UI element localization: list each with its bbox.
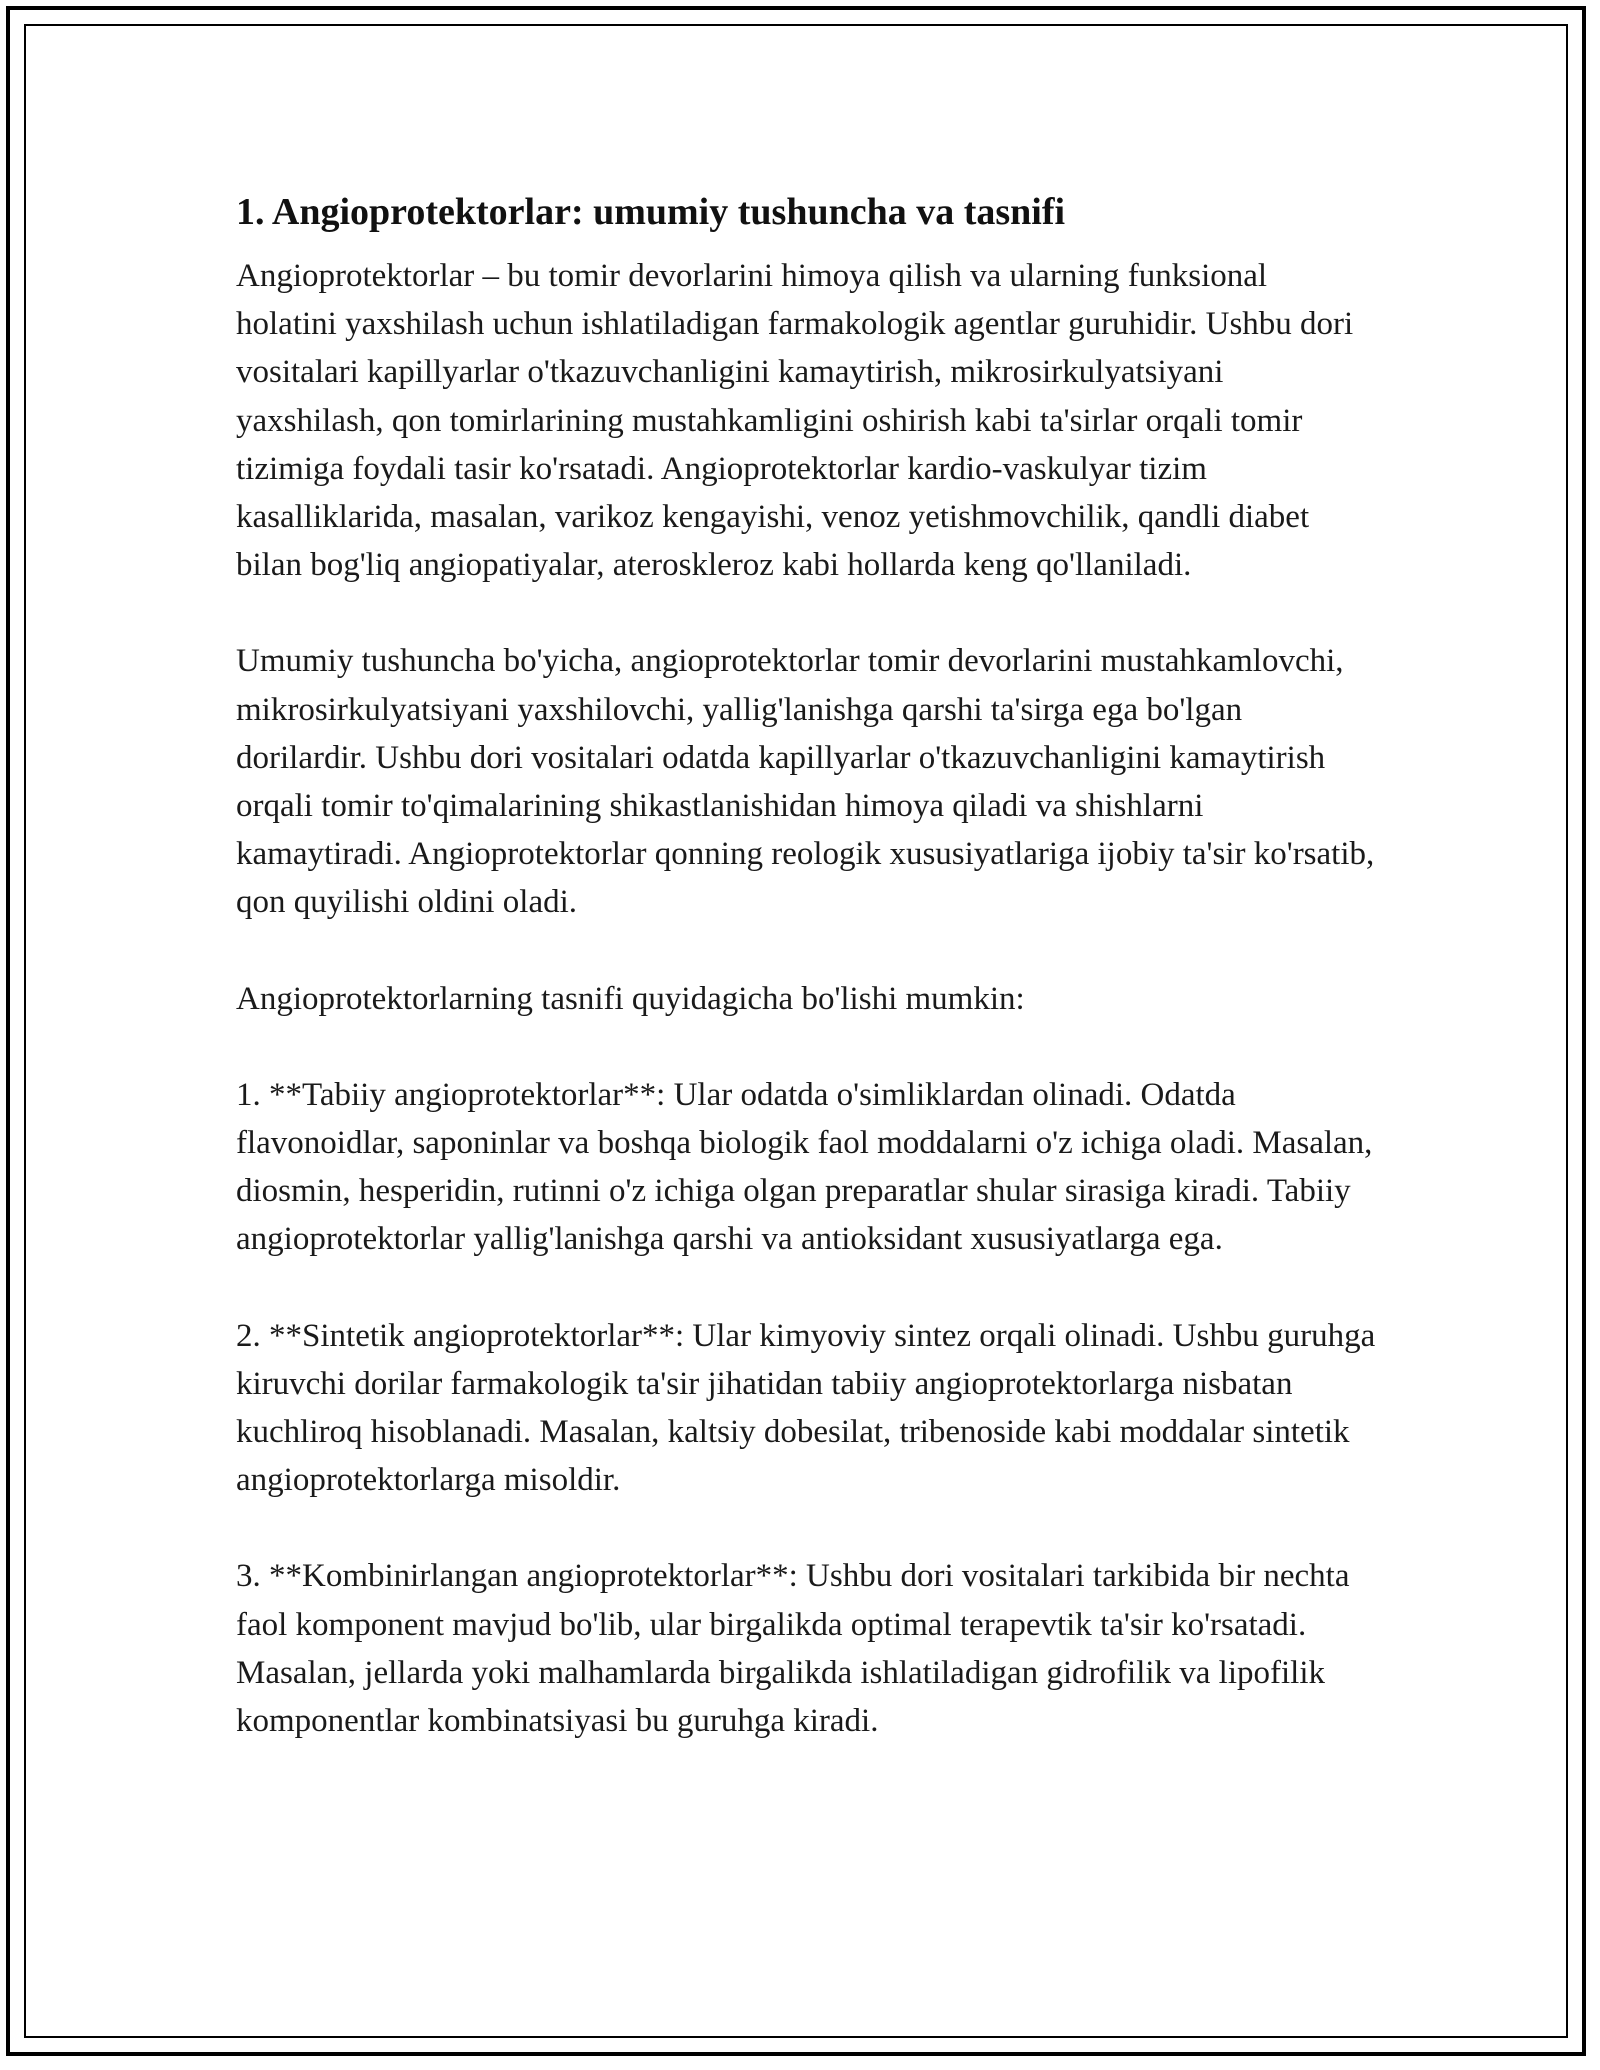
section-heading: 1. Angioprotektorlar: umumiy tushuncha va tasnifi [236,191,1066,233]
document-body [236,184,1376,1745]
list-item-synthetic: 2. **Sintetik angioprotektorlar**: Ular kimyoviy sintez orqali olinadi. Ushbu guruhga kiruvchi dorilar farmakologik ta'sir jihatidan tabiiy angioprotektorlarga nisbatan kuchliroq hisoblanadi. Masalan, kaltsiy dobesilat, tribenoside kabi moddalar sintetik angioprotektorlarga misoldir. [236,1317,1376,1499]
paragraph-general-concept: Umumiy tushuncha bo'yicha, angioprotektorlar tomir devorlarini mustahkamlovchi, mikrosirkulyatsiyani yaxshilovchi, yallig'lanishga qarshi ta'sirga ega bo'lgan dorilardir. Ushbu dori vositalari odatda kapillyarlar o'tkazuvchanligini kamaytirish orqali tomir to'qimalarining shikastlanishidan himoya qiladi va shishlarni kamaytiradi. Angioprotektorlar qonning reologik xususiyatlariga ijobiy ta'sir ko'rsatib, qon quyilishi oldini oladi. [236,643,1375,921]
list-item-combined: 3. **Kombinirlangan angioprotektorlar**: Ushbu dori vositalari tarkibida bir nechta faol komponent mavjud bo'lib, ular birgalikda optimal terapevtik ta'sir ko'rsatadi. Masalan, jellarda yoki malhamlarda birgalikda ishlatiladigan gidrofilik va lipofilik komponentlar kombinatsiyasi bu guruhga kiradi. [236,1558,1350,1740]
paragraph-intro: Angioprotektorlar – bu tomir devorlarini himoya qilish va ularning funksional holatini yaxshilash uchun ishlatiladigan farmakologik agentlar guruhidir. Ushbu dori vositalari kapillyarlar o'tkazuvchanligini kamaytirish, mikrosirkulyatsiyani yaxshilash, qon tomirlarining mustahkamligini oshirish kabi ta'sirlar orqali tomir tizimiga foydali tasir ko'rsatadi. Angioprotektorlar kardio-vaskulyar tizim kasalliklarida, masalan, varikoz kengayishi, venoz yetishmovchilik, qandli diabet bilan bog'liq angiopatiyalar, ateroskleroz kabi hollarda keng qo'llaniladi. [236,258,1354,584]
paragraph-classification-intro: Angioprotektorlarning tasnifi quyidagicha bo'lishi mumkin: [236,980,1025,1017]
list-item-natural: 1. **Tabiiy angioprotektorlar**: Ular odatda o'simliklardan olinadi. Odatda flavonoidlar, saponinlar va boshqa biologik faol moddalarni o'z ichiga oladi. Masalan, diosmin, hesperidin, rutinni o'z ichiga olgan preparatlar shular sirasiga kiradi. Tabiiy angioprotektorlar yallig'lanishga qarshi va antioksidant xususiyatlarga ega. [236,1076,1373,1258]
